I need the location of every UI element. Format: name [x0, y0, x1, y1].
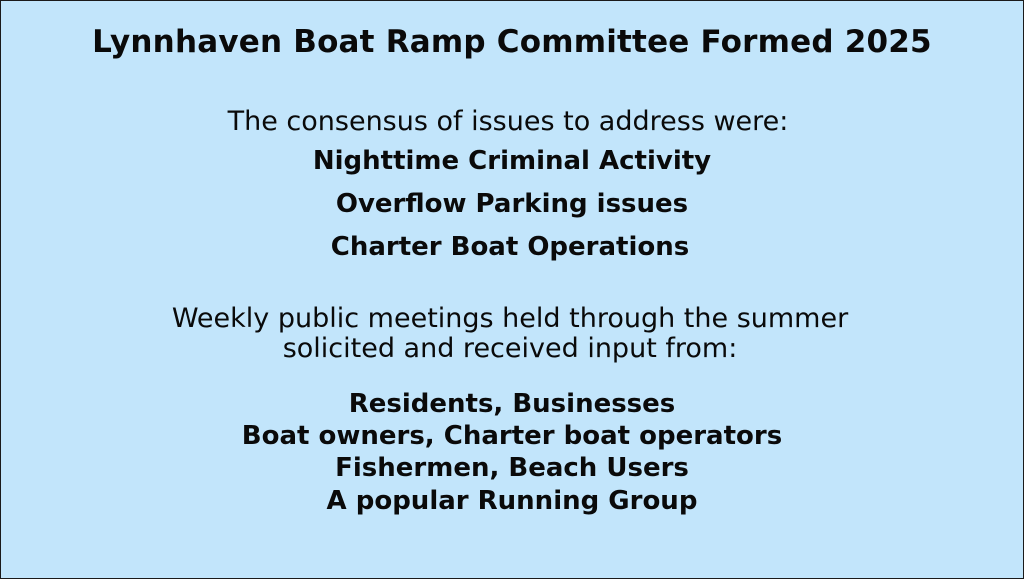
- issues-intro: The consensus of issues to address were:: [227, 106, 789, 137]
- issue-item: Charter Boat Operations: [330, 232, 690, 262]
- issue-item: Nighttime Criminal Activity: [312, 146, 712, 176]
- meetings-text-line: solicited and received input from:: [282, 333, 738, 364]
- stakeholder-group: A popular Running Group: [326, 486, 698, 516]
- slide-title: Lynnhaven Boat Ramp Committee Formed 2025: [92, 24, 932, 60]
- stakeholder-group: Residents, Businesses: [348, 389, 676, 419]
- stakeholder-group: Fishermen, Beach Users: [335, 453, 689, 483]
- stakeholder-group: Boat owners, Charter boat operators: [241, 421, 783, 451]
- meetings-text-line: Weekly public meetings held through the summer: [171, 303, 849, 334]
- issue-item: Overflow Parking issues: [335, 189, 689, 219]
